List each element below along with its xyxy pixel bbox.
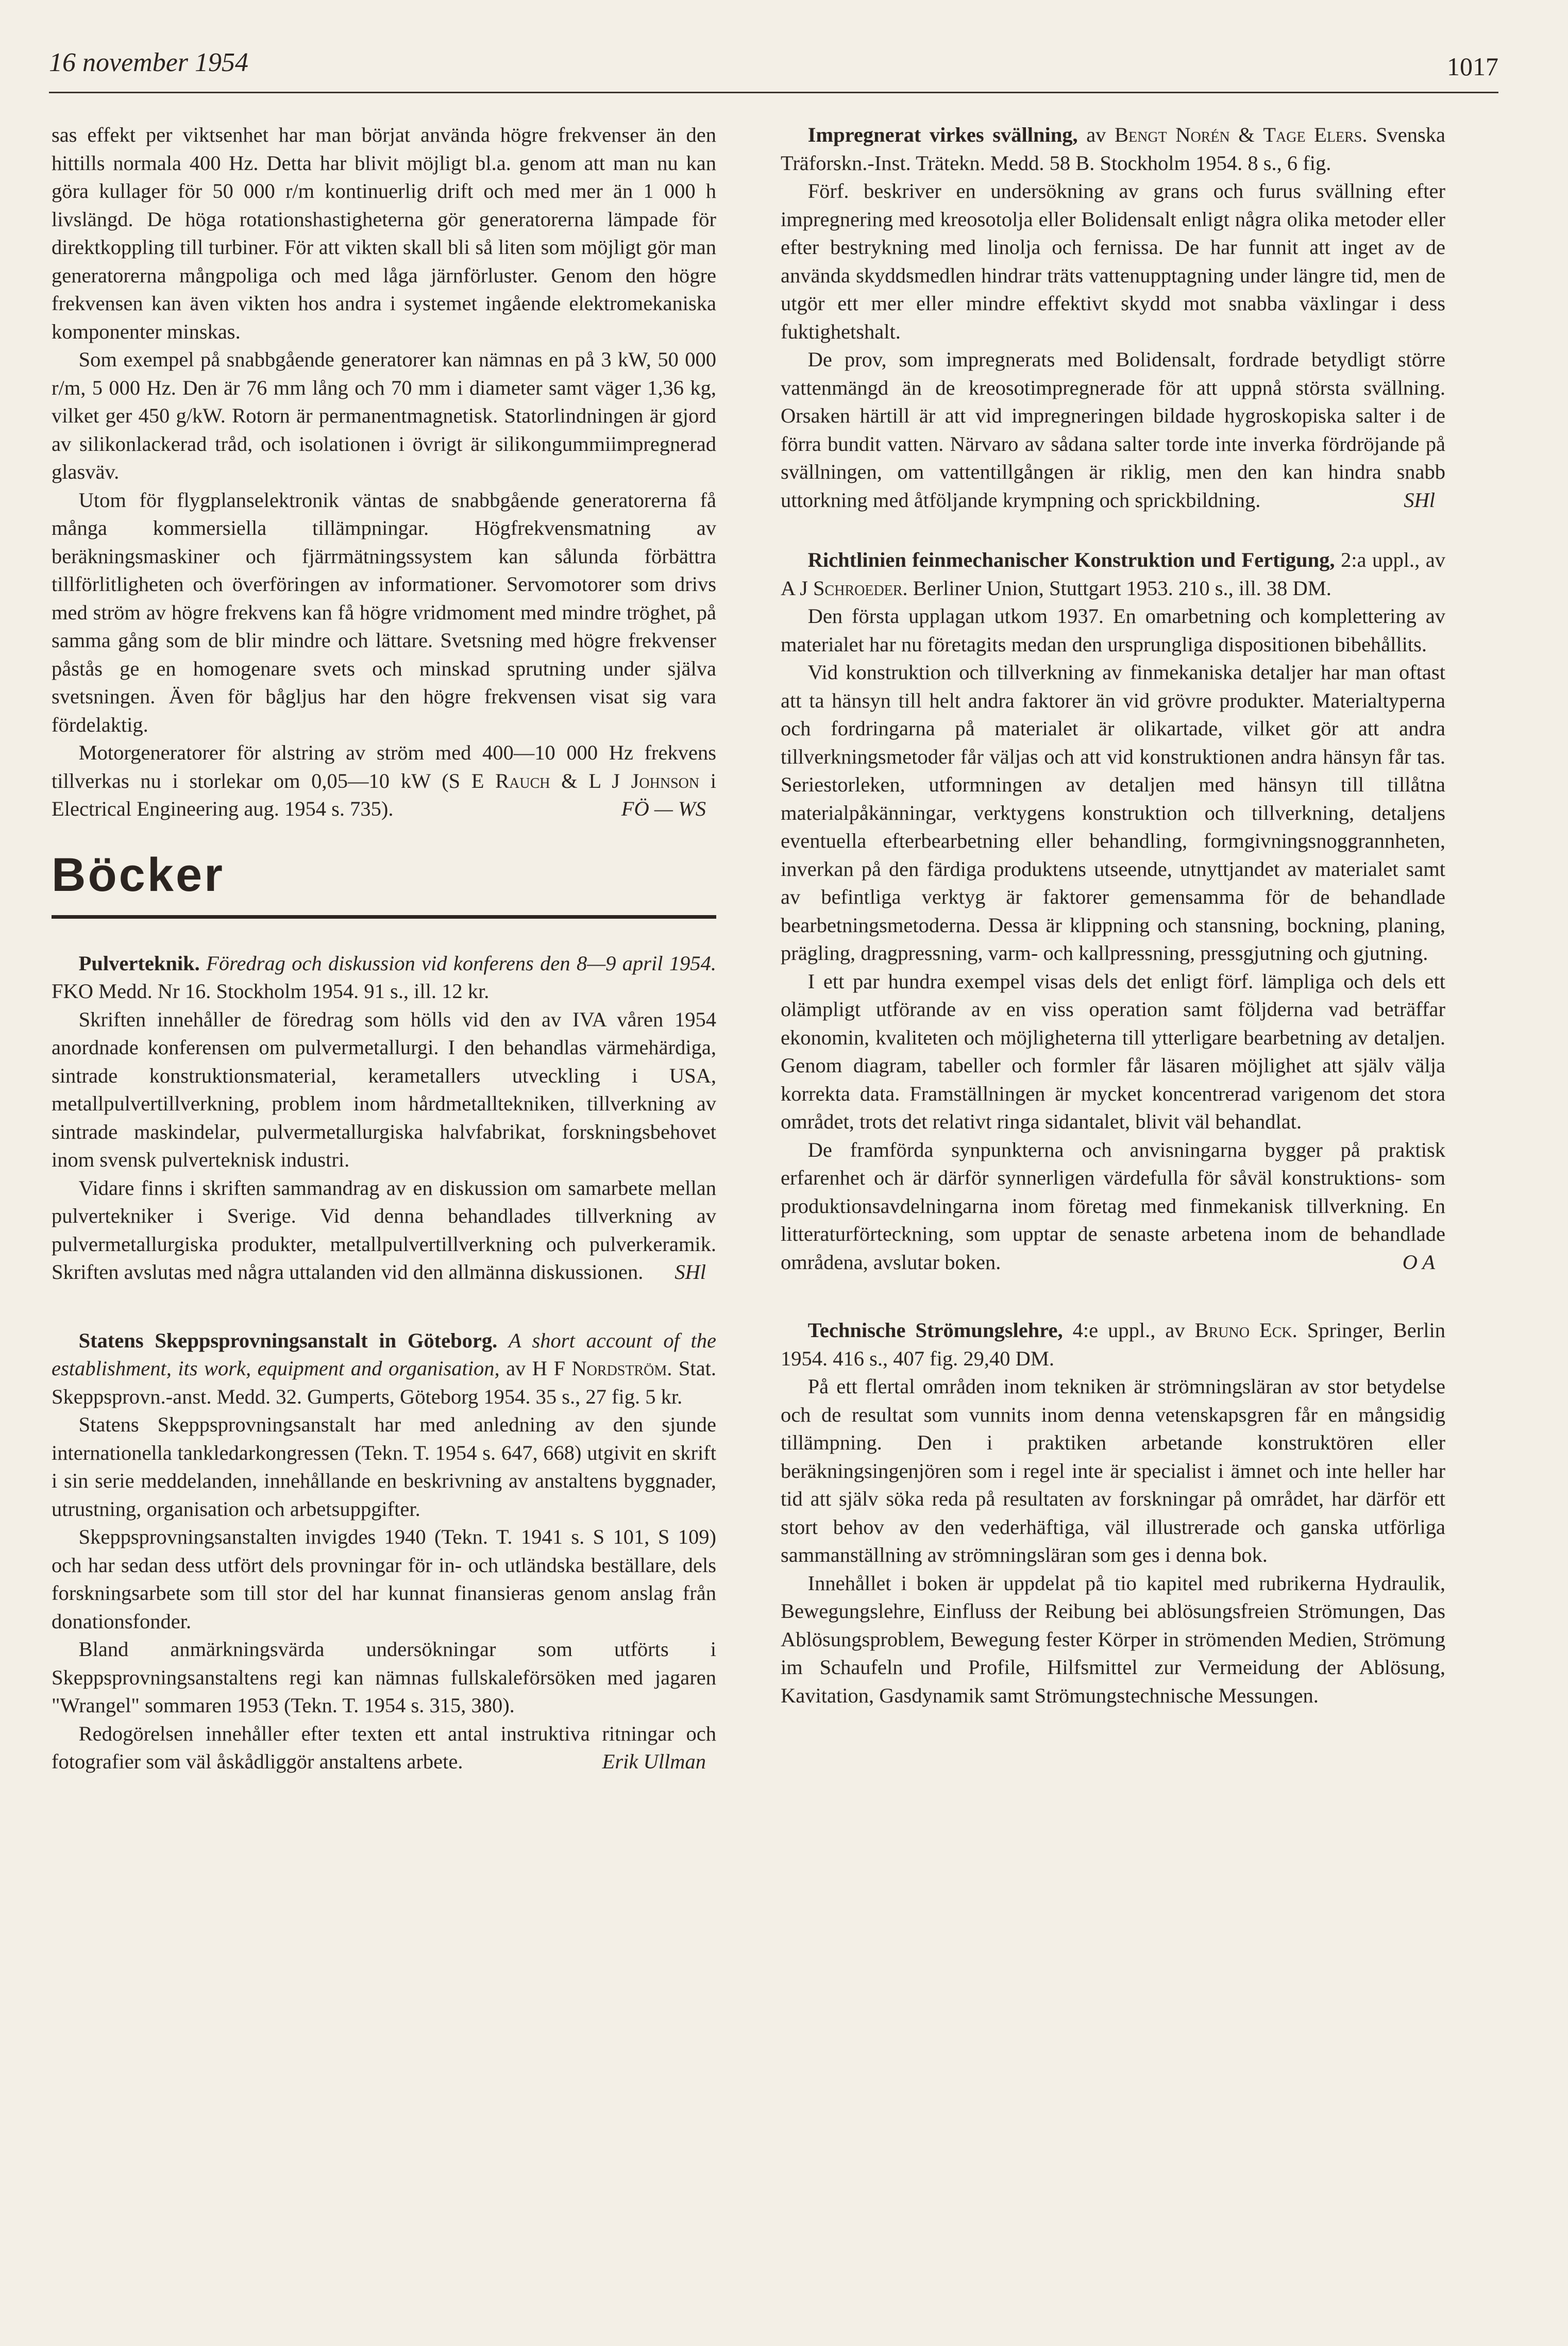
book-subtitle: Föredrag och diskussion vid konferens den 8—9 april 1954. xyxy=(206,951,716,975)
section-rule xyxy=(52,915,716,919)
paragraph: Vidare finns i skriften sammandrag av en diskussion om samarbete mellan pulvertekniker i Sverige. Vid denna behandlades tillverkning av pulvermetallurgiska produkter, metallpulvertillverkning och pulverkeramik. Skriften avslutas med några uttalanden vid den allmänna diskussionen. SHl xyxy=(52,1174,716,1287)
signature: SHl xyxy=(675,1260,706,1284)
signature: SHl xyxy=(1404,488,1435,512)
author-name: Rauch xyxy=(495,769,550,792)
author-name: Schroeder xyxy=(813,576,903,600)
paragraph: På ett flertal områden inom tekniken är strömningsläran av stor betydelse och de resultat som vunnits inom denna vetenskapsgren får en mångsidig tillämpning. Den i praktiken arbetande konstruktören eller beräkningsingenjören som i regel inte är specialist i ämnet och inte heller har tid att själv söka reda på resultaten av forskningar på området, har därför ett stort behov av den vederhäftiga, väl illustrerade och ganska utförliga sammanställning av strömningsläran som ges i denna bok. xyxy=(781,1375,1445,1566)
issue-date: 16 november 1954 xyxy=(49,48,249,77)
paragraph: Innehållet i boken är uppdelat på tio kapitel med rubrikerna Hydraulik, Bewegungslehre, Einfluss der Reibung bei ablösungsfreien Strömungen, Das Ablösungsproblem, Bewegung fester Körper in strömenden Medien, Strömung im Schaufeln und Profile, Hilfsmittel zur Vermeidung der Ablösung, Kavitation, Gasdynamik samt Strömungstechnische Messungen. xyxy=(781,1571,1445,1707)
book-subtitle: A short account of the establishment, its work, equipment and organisation, xyxy=(52,1328,717,1380)
right-column xyxy=(781,121,1445,1710)
author-name: Nordström xyxy=(571,1357,667,1380)
book-title: Statens Skeppsprovningsanstalt in Göteborg. xyxy=(78,1328,498,1352)
paragraph: Motorgeneratorer för alstring av ström med 400—10 000 Hz frekvens tillverkas nu i storlekar om 0,05—10 kW (S E Rauch & L J Johnson i Electrical Engineering aug. 1954 s. 735). FÖ — WS xyxy=(52,739,716,823)
paragraph: Förf. beskriver en undersökning av grans och furus svällning efter impregnering med kreosotolja eller Bolidensalt enligt några olika metoder eller efter bestrykning med linolja och fernissa. De har funnit att inget av de använda skyddsmedlen hindrar träts vattenupptagning under längre tid, men de utgör ett mer eller mindre effektivt skydd mot snabba växlingar i dess fuktighetshalt. xyxy=(781,179,1445,343)
author-name: Bruno Eck xyxy=(1194,1319,1292,1342)
paragraph: Vid konstruktion och tillverkning av finmekaniska detaljer har man oftast att ta hänsyn till helt andra faktorer än vid grövre produkter. Materialtyperna och fordringarna på materialet är olikartade, vilket gör att andra tillverkningsmetoder får väljas och att vid konstruktionen andra hänsyn får tas. Seriestorleken, utformningen av detaljen med hänsyn till tillåtna materialpåkänningar, verktygens konstruktion och tillverkning, detaljens eventuella efterbearbetning eller behandling, formgivningsnoggrannheten, inverkan på den färdiga produktens utseende, utnyttjandet av materialet samt av befintliga verktyg är faktorer gemensamma för de behandlade bearbetningsmetoderna. Dessa är klippning och stansning, bockning, planing, prägling, dragpressning, varm- och kallpressning, pressgjutning och gjutning. xyxy=(781,661,1445,965)
paragraph: Statens Skeppsprovningsanstalt har med anledning av den sjunde internationella tankledarkongressen (Tekn. T. 1954 s. 647, 668) utgivit en skrift i sin serie meddelanden, innehållande en beskrivning av anstaltens byggnader, utrustning, organisation och arbetsuppgifter. xyxy=(52,1413,716,1521)
author-name: Bengt Norén xyxy=(1114,123,1230,146)
page-number: 1017 xyxy=(1447,52,1498,81)
publication-info: FKO Medd. Nr 16. Stockholm 1954. 91 s., ill. 12 kr. xyxy=(52,980,490,1003)
paragraph: I ett par hundra exempel visas dels det enligt förf. lämpliga och dels ett olämpligt utförande av en viss operation samt följderna vad beträffar ekonomin, kvaliteten och möjligheterna till ytterligare bearbetning av detaljen. Genom diagram, tabeller och formler får läsaren möjlighet att själv välja korrekta data. Framställningen är mycket koncentrerad varigenom det stora området, trots det relativt ringa sidantalet, blivit väl behandlat. xyxy=(781,969,1445,1133)
book-review xyxy=(781,546,1445,1276)
paragraph: Utom för flygplanselektronik väntas de snabbgående generatorerna få många kommersiella tillämpningar. Högfrekvensmatning av beräkningsmaskiner och fjärrmätningssystem kan sålunda förbättra tillförlitligheten och överföringen av informationer. Servomotorer som drivs med ström av högre frekvens kan få högre vridmoment med mindre tröghet, på samma gång som de blir mindre och lättare. Svetsning med högre frekvenser påstås ge en homogenare svets och minskad sprutning under själva svetsningen. Även för bågljus har den högre frekvensen visat sig vara fördelaktig. xyxy=(52,488,716,736)
review-heading: Statens Skeppsprovningsanstalt in Göteborg. A short account of the establishment, its work, equipment and organisation, av H F Nordström. Stat. Skeppsprovn.-anst. Medd. 32. Gumperts, Göteborg 1954. 35 s., 27 fig. 5 kr. xyxy=(52,1328,717,1408)
paragraph: Bland anmärkningsvärda undersökningar som utförts i Skeppsprovningsanstaltens regi kan nämnas fullskaleförsöken med jagaren "Wrangel" sommaren 1953 (Tekn. T. 1954 s. 315, 380). xyxy=(52,1638,716,1717)
paragraph: De prov, som impregnerats med Bolidensalt, fordrade betydligt större vattenmängd än de kreosotimpregnerade för att uppnå största svällning. Orsaken härtill är att vid impregneringen bildade hygroskopiska salter i de förra bundit vatten. Närvaro av sådana salter torde inte inverka fördröjande på svällningen, om vattentillgången är riklig, men den kan hindra snabb uttorkning med åtföljande krympning och sprickbildning. SHl xyxy=(781,346,1445,514)
review-heading: Impregnerat virkes svällning, av Bengt Norén & Tage Elers. Svenska Träforskn.-Inst. Trätekn. Medd. 58 B. Stockholm 1954. 8 s., 6 fig. xyxy=(781,123,1445,175)
paragraph: sas effekt per viktsenhet har man börjat använda högre frekvenser än den hittills normala 400 Hz. Detta har blivit möjligt bl.a. genom att man nu kan göra kullager för 50 000 r/m kontinuerlig drift och med mer än 1 000 h livslängd. De höga rotationshastigheterna gör generatorerna lämpade för direktkoppling till turbiner. För att vikten skall bli så liten som möjligt gör man generatorerna mångpoliga och med låga järnförluster. Genom den högre frekvensen kan även vikten hos andra i systemet ingående elektromekaniska komponenter minskas. xyxy=(52,123,716,343)
paragraph: Skriften innehåller de föredrag som hölls vid den av IVA våren 1954 anordnade konferensen om pulvermetallurgi. I den behandlas värmehärdiga, sintrade konstruktionsmaterial, kerametallers utveckling i USA, metallpulvertillverkning, problem inom hårdmetalltekniken, tillverkning av sintrade maskindelar, pulvermetallurgiska halvfabrikat, forskningsbehovet inom svensk pulverteknisk industri. xyxy=(52,1007,716,1171)
paragraph: Skeppsprovningsanstalten invigdes 1940 (Tekn. T. 1941 s. S 101, S 109) och har sedan dess utfört dels provningar för in- och utländska beställare, dels forskningsarbete som till stor del har kunnat finansieras genom anslag från donationsfonder. xyxy=(52,1525,716,1633)
book-review xyxy=(52,950,716,1287)
signature: O A xyxy=(1402,1250,1435,1274)
header-rule xyxy=(49,92,1498,93)
author-name: Johnson xyxy=(631,769,700,792)
signature: FÖ — WS xyxy=(621,797,706,820)
author-name: Tage Elers xyxy=(1263,123,1362,146)
review-heading: Technische Strömungslehre, 4:e uppl., av Bruno Eck. Springer, Berlin 1954. 416 s., 407 fig. 29,40 DM. xyxy=(781,1319,1445,1370)
section-title: Böcker xyxy=(52,848,225,901)
book-review xyxy=(52,1327,716,1776)
book-review xyxy=(781,1317,1445,1710)
paragraph: Den första upplagan utkom 1937. En omarbetning och komplettering av materialet har nu företagits medan den ursprungliga dispositionen bibehållits. xyxy=(781,604,1445,656)
book-title: Impregnerat virkes svällning, xyxy=(807,123,1078,146)
left-column xyxy=(52,121,716,1776)
paragraph: De framförda synpunkterna och anvisningarna bygger på praktisk erfarenhet och är därför synnerligen värdefulla för såväl konstruktions- som produktionsavdelningarna inom företag med finmekanisk tillverkning. En litteraturförteckning, som upptar de senaste arbetena inom de behandlade områdena, avslutar boken. O A xyxy=(781,1136,1445,1277)
book-title: Technische Strömungslehre, xyxy=(807,1319,1063,1342)
review-heading xyxy=(52,950,716,1006)
book-title: Pulverteknik. xyxy=(78,951,200,975)
book-review xyxy=(781,121,1445,514)
book-title: Richtlinien feinmechanischer Konstruktion und Fertigung, xyxy=(807,548,1335,571)
paragraph: Som exempel på snabbgående generatorer kan nämnas en på 3 kW, 50 000 r/m, 5 000 Hz. Den är 76 mm lång och 70 mm i diameter samt väger 1,36 kg, vilket ger 450 g/kW. Rotorn är permanentmagnetisk. Statorlindningen är gjord av silikonlackerad tråd, och isolationen i övrigt är silikongummiimpregnerad glasväv. xyxy=(52,348,716,483)
paragraph: Redogörelsen innehåller efter texten ett antal instruktiva ritningar och fotografier som väl åskådliggör anstaltens arbete. Erik Ullman xyxy=(52,1720,716,1776)
review-heading: Richtlinien feinmechanischer Konstruktion und Fertigung, 2:a uppl., av A J Schroeder. Berliner Union, Stuttgart 1953. 210 s., ill. 38 DM. xyxy=(781,548,1445,600)
signature: Erik Ullman xyxy=(602,1750,706,1773)
